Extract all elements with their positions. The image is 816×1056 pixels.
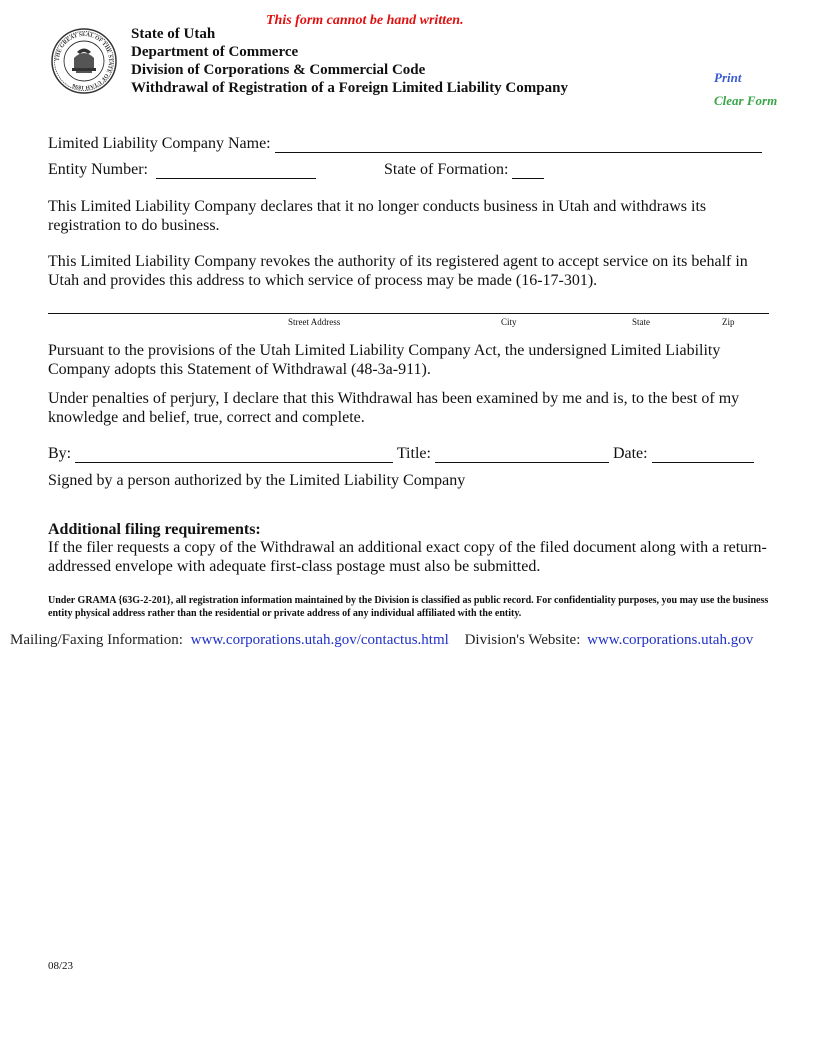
address-underline — [48, 313, 769, 314]
withdrawal-declaration: This Limited Liability Company declares that it no longer conducts business in Utah and withdraws its registration to do business. — [48, 198, 707, 234]
signer-title-input[interactable] — [435, 448, 609, 463]
date-label: Date: — [612, 445, 648, 462]
company-name-row — [48, 134, 762, 153]
adoption-statement: Pursuant to the provisions of the Utah Limited Liability Company Act, the undersigned Limited Liability Company adopts this Statement of Withdrawal (48-3a-911). — [48, 342, 721, 378]
state-formation-row — [384, 160, 544, 179]
header-division: Division of Corporations & Commercial Code — [131, 62, 426, 78]
state-seal-logo — [51, 28, 117, 94]
entity-number-input[interactable] — [156, 164, 316, 179]
website-label: Division's Website: — [464, 632, 581, 648]
entity-number-row — [48, 160, 316, 179]
signature-note: Signed by a person authorized by the Limited Liability Company — [48, 472, 466, 489]
street-address-caption: Street Address — [288, 317, 341, 327]
state-caption: State — [632, 317, 650, 327]
contact-link[interactable]: www.corporations.utah.gov/contactus.html — [190, 632, 449, 648]
grama-notice: Under GRAMA {63G-2-201}, all registration information maintained by the Division is classified as public record. For confidentiality purposes, you may use the business entity physical address rather than the residential or private address of any individual affiliated with the entity. — [48, 595, 769, 619]
clear-form-button[interactable]: Clear Form — [714, 93, 778, 108]
street-address-input[interactable] — [50, 296, 470, 312]
entity-number-label: Entity Number: — [48, 161, 148, 178]
zip-input[interactable] — [706, 296, 766, 312]
agent-revocation: This Limited Liability Company revokes the authority of its registered agent to accept service on its behalf in Utah and provides this address to which service of process may be made (16-17-301). — [48, 253, 748, 289]
by-label: By: — [48, 445, 72, 462]
print-button[interactable]: Print — [714, 70, 742, 85]
header-department: Department of Commerce — [131, 44, 299, 60]
svg-text:THE GREAT SEAL OF THE STATE OF: THE GREAT SEAL OF THE STATE OF UTAH 1896 — [54, 31, 114, 91]
form-revision-date: 08/23 — [48, 960, 74, 972]
handwritten-warning: This form cannot be hand written. — [266, 13, 464, 28]
state-formation-label: State of Formation: — [384, 161, 509, 178]
signature-date-input[interactable] — [652, 448, 754, 463]
state-input[interactable] — [604, 296, 704, 312]
additional-requirements-heading: Additional filing requirements: — [48, 521, 261, 538]
form-title: Withdrawal of Registration of a Foreign Limited Liability Company — [131, 80, 568, 96]
header-state: State of Utah — [131, 26, 216, 42]
signer-name-input[interactable] — [75, 448, 393, 463]
city-caption: City — [501, 317, 517, 327]
zip-caption: Zip — [722, 317, 735, 327]
mailing-label: Mailing/Faxing Information: — [10, 632, 183, 648]
company-name-input[interactable] — [275, 138, 762, 153]
additional-requirements-text: If the filer requests a copy of the Withdrawal an additional exact copy of the filed document along with a return-addressed envelope with adequate first-class postage must also be submitted. — [48, 539, 767, 575]
city-input[interactable] — [472, 296, 602, 312]
contact-footer — [10, 632, 753, 649]
state-formation-input[interactable] — [512, 164, 544, 179]
signature-row — [48, 444, 754, 463]
website-link[interactable]: www.corporations.utah.gov — [587, 632, 754, 648]
company-name-label: Limited Liability Company Name: — [48, 135, 271, 152]
title-label: Title: — [396, 445, 431, 462]
perjury-declaration: Under penalties of perjury, I declare that this Withdrawal has been examined by me and is, to the best of my knowledge and belief, true, correct and complete. — [48, 390, 740, 426]
